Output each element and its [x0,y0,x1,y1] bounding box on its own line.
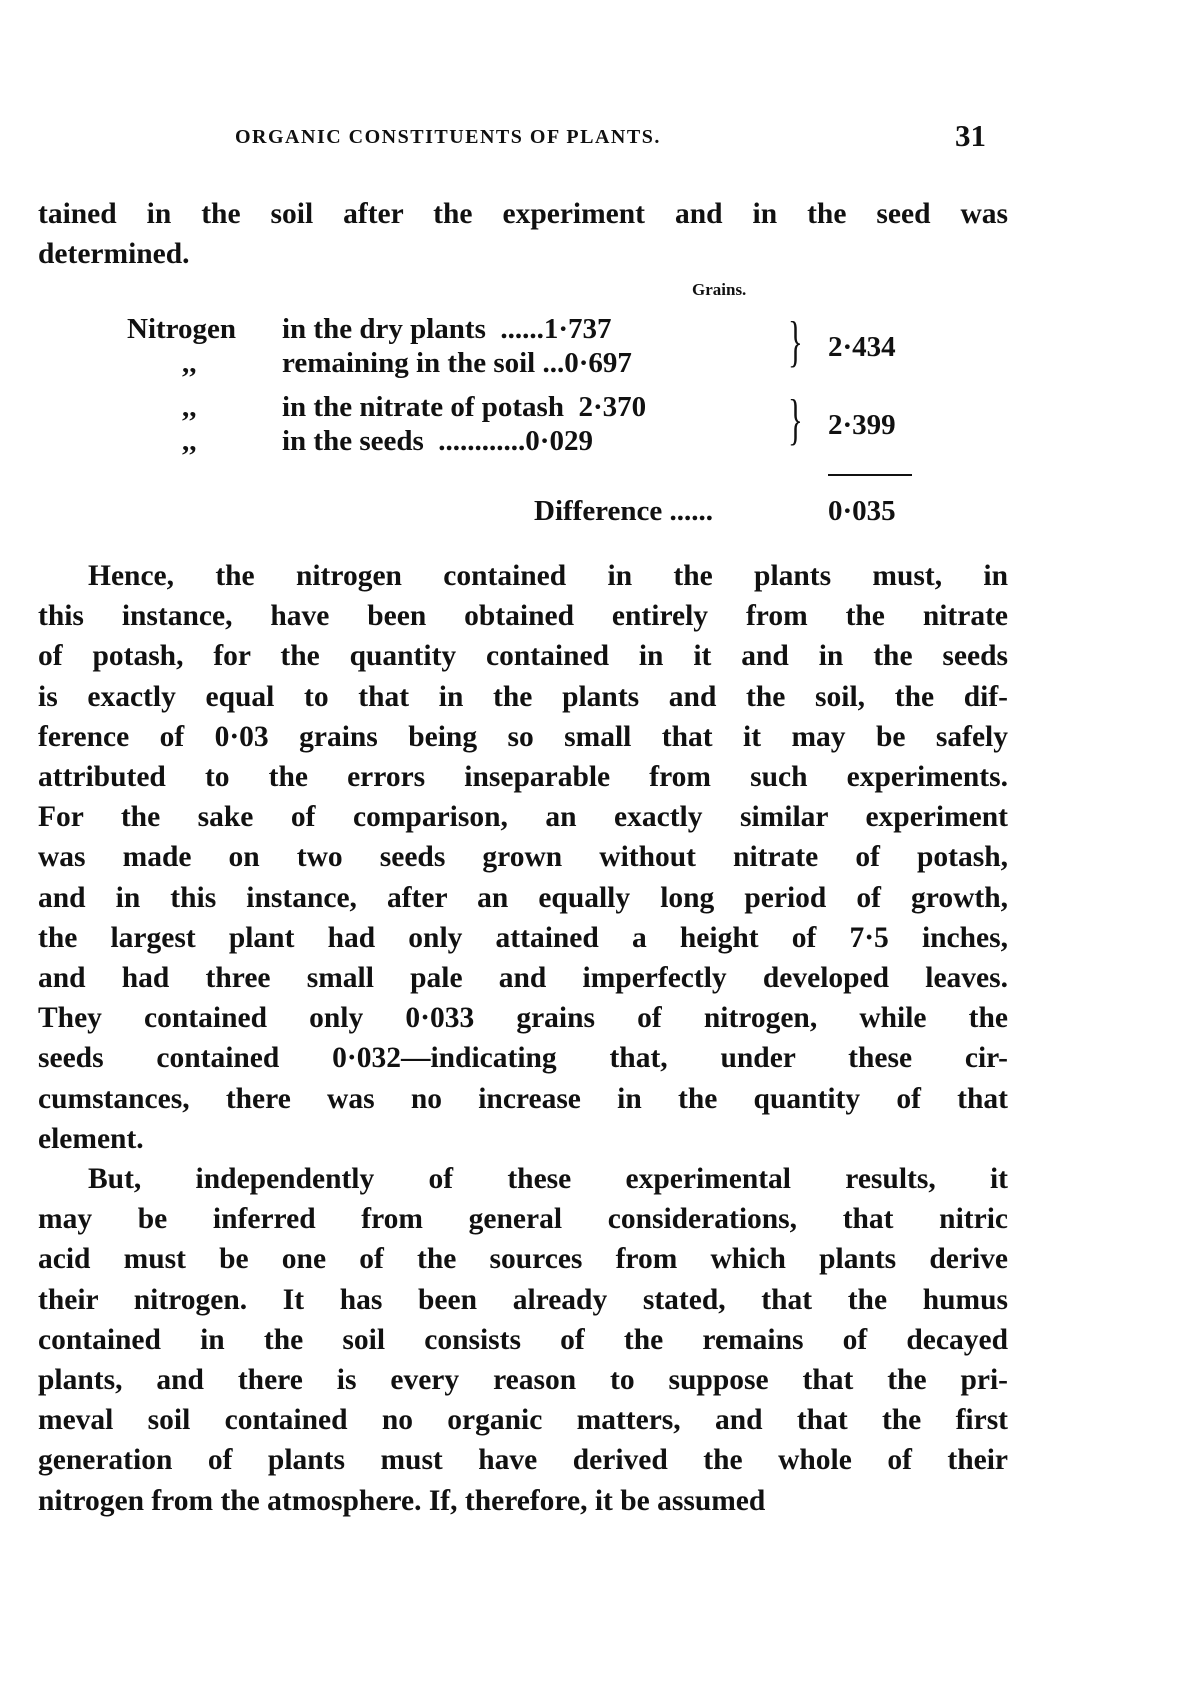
page-number: 31 [955,118,986,153]
text-line: determined. [38,238,190,270]
table-row: in the dry plants ......1·737 [282,313,612,345]
text-line: cumstances, there was no increase in the quantity of that [38,1082,1008,1115]
text-line: this instance, have been obtained entirely from the nitrate [38,600,1008,633]
text-line: of potash, for the quantity contained in it and in the seeds [38,640,1008,673]
text-line: acid must be one of the sources from which plants derive [38,1243,1008,1276]
brace-icon: } [788,311,803,373]
difference-value: 0·035 [828,495,896,527]
table-row-lead: ,, [182,425,197,457]
text-line: their nitrogen. It has been already stated, that the humus [38,1283,1008,1316]
table-row-lead: Nitrogen [127,313,237,345]
table-row: remaining in the soil ...0·697 [282,347,632,379]
sum-value: 2·399 [828,409,896,441]
sum-value: 2·434 [828,331,896,363]
text-line: Hence, the nitrogen contained in the plants must, in [88,560,1008,592]
text-line: may be inferred from general considerations, that nitric [38,1203,1008,1236]
text-line: and had three small pale and imperfectly developed leaves. [38,962,1008,994]
text-line: attributed to the errors inseparable from such experiments. [38,761,1008,793]
text-line: They contained only 0·033 grains of nitrogen, while the [38,1002,1008,1035]
sum-rule [828,474,912,476]
text-line: meval soil contained no organic matters, and that the first [38,1404,1008,1437]
text-line: generation of plants must have derived the whole of their [38,1444,1008,1477]
text-line: the largest plant had only attained a height of 7·5 inches, [38,921,1008,954]
text-line: element. [38,1122,144,1155]
text-line: For the sake of comparison, an exactly similar experiment [38,801,1008,834]
difference-label: Difference ...... [534,495,714,527]
brace-icon: } [788,389,803,451]
text-line: tained in the soil after the experiment and in the seed was [38,198,1008,230]
text-line: was made on two seeds grown without nitrate of potash, [38,841,1008,874]
running-title: ORGANIC CONSTITUENTS OF PLANTS. [235,126,661,148]
text-line: ference of 0·03 grains being so small that it may be safely [38,720,1008,753]
text-line: is exactly equal to that in the plants and the soil, the dif- [38,680,1008,713]
text-line: But, independently of these experimental results, it [88,1163,1008,1195]
table-row: in the nitrate of potash 2·370 [282,391,647,423]
table-unit-label: Grains. [692,280,747,299]
text-line: and in this instance, after an equally long period of growth, [38,881,1008,914]
text-line: contained in the soil consists of the remains of decayed [38,1323,1008,1356]
table-row-lead: ,, [182,347,197,379]
text-line: seeds contained 0·032—indicating that, under these cir- [38,1042,1008,1075]
text-line: plants, and there is every reason to suppose that the pri- [38,1364,1008,1396]
table-row-lead: ,, [182,391,197,423]
text-line: nitrogen from the atmosphere. If, therefore, it be assumed [38,1484,766,1517]
table-row: in the seeds ............0·029 [282,425,593,457]
